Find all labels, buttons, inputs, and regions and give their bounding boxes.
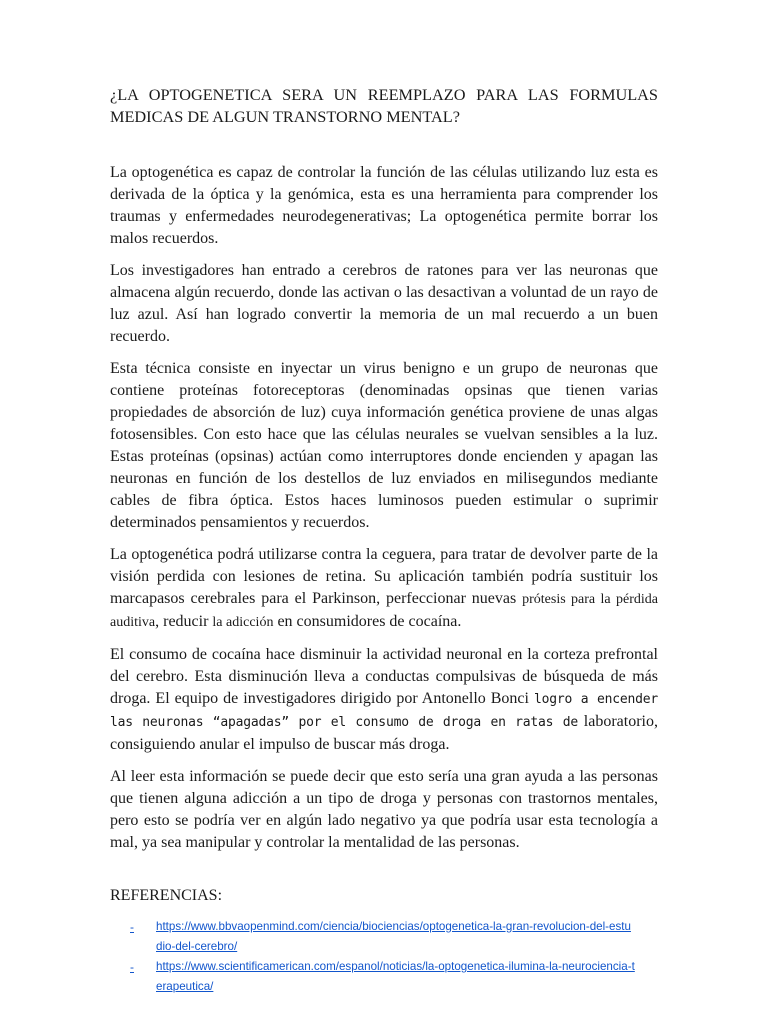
cocaine-text-c: laboratorio, consiguiendo anular el impulso de buscar más droga.	[110, 713, 658, 753]
cocaine-text-a: El consumo de cocaína hace disminuir la actividad neuronal en la corteza prefrontal del cerebro. Esta disminución lleva a conductas compulsivas de búsqueda de más droga. El equipo de investigadores dirigido por Antonello Bonci	[110, 646, 658, 707]
reference-bullet: -	[130, 960, 134, 974]
paragraph-cocaine	[110, 644, 658, 756]
document-body	[110, 84, 658, 997]
reference-bullet: -	[130, 920, 134, 934]
applications-text-a: La optogenética podrá utilizarse contra la ceguera, para tratar de devolver parte de la visión perdida con lesiones de retina. Su aplicación también podría sustituir los marcapasos cerebrales para el Parkinson, perfeccionar nuevas	[110, 546, 658, 607]
reference-item	[110, 917, 658, 957]
paragraph-mice-research: Los investigadores han entrado a cerebros de ratones para ver las neuronas que almacena algún recuerdo, donde las activan o las desactivan a voluntad de un rayo de luz azul. Así han logrado convertir la memoria de un mal recuerdo a un buen recuerdo.	[110, 262, 658, 345]
reference-link-scientific-american[interactable]: https://www.scientificamerican.com/espanol/noticias/la-optogenetica-ilumina-la-neurociencia-terapeutica/	[156, 960, 635, 993]
applications-text-c: , reducir	[155, 613, 213, 630]
references-list	[110, 917, 658, 997]
reference-item	[110, 957, 658, 997]
applications-text-addiction: la adicción	[212, 615, 274, 630]
paragraph-applications	[110, 544, 658, 634]
paragraph-intro: La optogenética es capaz de controlar la función de las células utilizando luz esta es derivada de la óptica y la genómica, esta es una herramienta para comprender los traumas y enfermedades neurodegenerativas; La optogenética permite borrar los malos recuerdos.	[110, 164, 658, 247]
cocaine-text-mono: logro a encender las neuronas “apagadas” por el consumo de droga en ratas de	[110, 692, 658, 730]
document-title: ¿LA OPTOGENETICA SERA UN REEMPLAZO PARA LAS FORMULAS MEDICAS DE ALGUN TRANSTORNO MENTAL?	[110, 85, 658, 126]
applications-text-e: en consumidores de cocaína.	[273, 613, 462, 630]
paragraph-conclusion: Al leer esta información se puede decir que esto sería una gran ayuda a las personas que tienen alguna adicción a un tipo de droga y personas con trastornos mentales, pero esto se podría ver en algún lado negativo ya que podría usar esta tecnología a mal, ya sea manipular y controlar la mentalidad de las personas.	[110, 768, 658, 851]
applications-text-prosthesis: prótesis para la pérdida auditiva	[110, 592, 658, 630]
reference-link-bbva[interactable]: https://www.bbvaopenmind.com/ciencia/biociencias/optogenetica-la-gran-revolucion-del-estudio-del-cerebro/	[156, 920, 631, 953]
references-heading: REFERENCIAS:	[110, 887, 223, 904]
paragraph-technique: Esta técnica consiste en inyectar un virus benigno e un grupo de neuronas que contiene proteínas fotoreceptoras (denominadas opsinas que tienen varias propiedades de absorción de luz) cuya información genética proviene de unas algas fotosensibles. Con esto hace que las células neurales se vuelvan sensibles a la luz. Estas proteínas (opsinas) actúan como interruptores donde encienden y apagan las neuronas en función de los destellos de luz enviados en milisegundos mediante cables de fibra óptica. Estos haces luminosos pueden estimular o suprimir determinados pensamientos y recuerdos.	[110, 360, 658, 531]
